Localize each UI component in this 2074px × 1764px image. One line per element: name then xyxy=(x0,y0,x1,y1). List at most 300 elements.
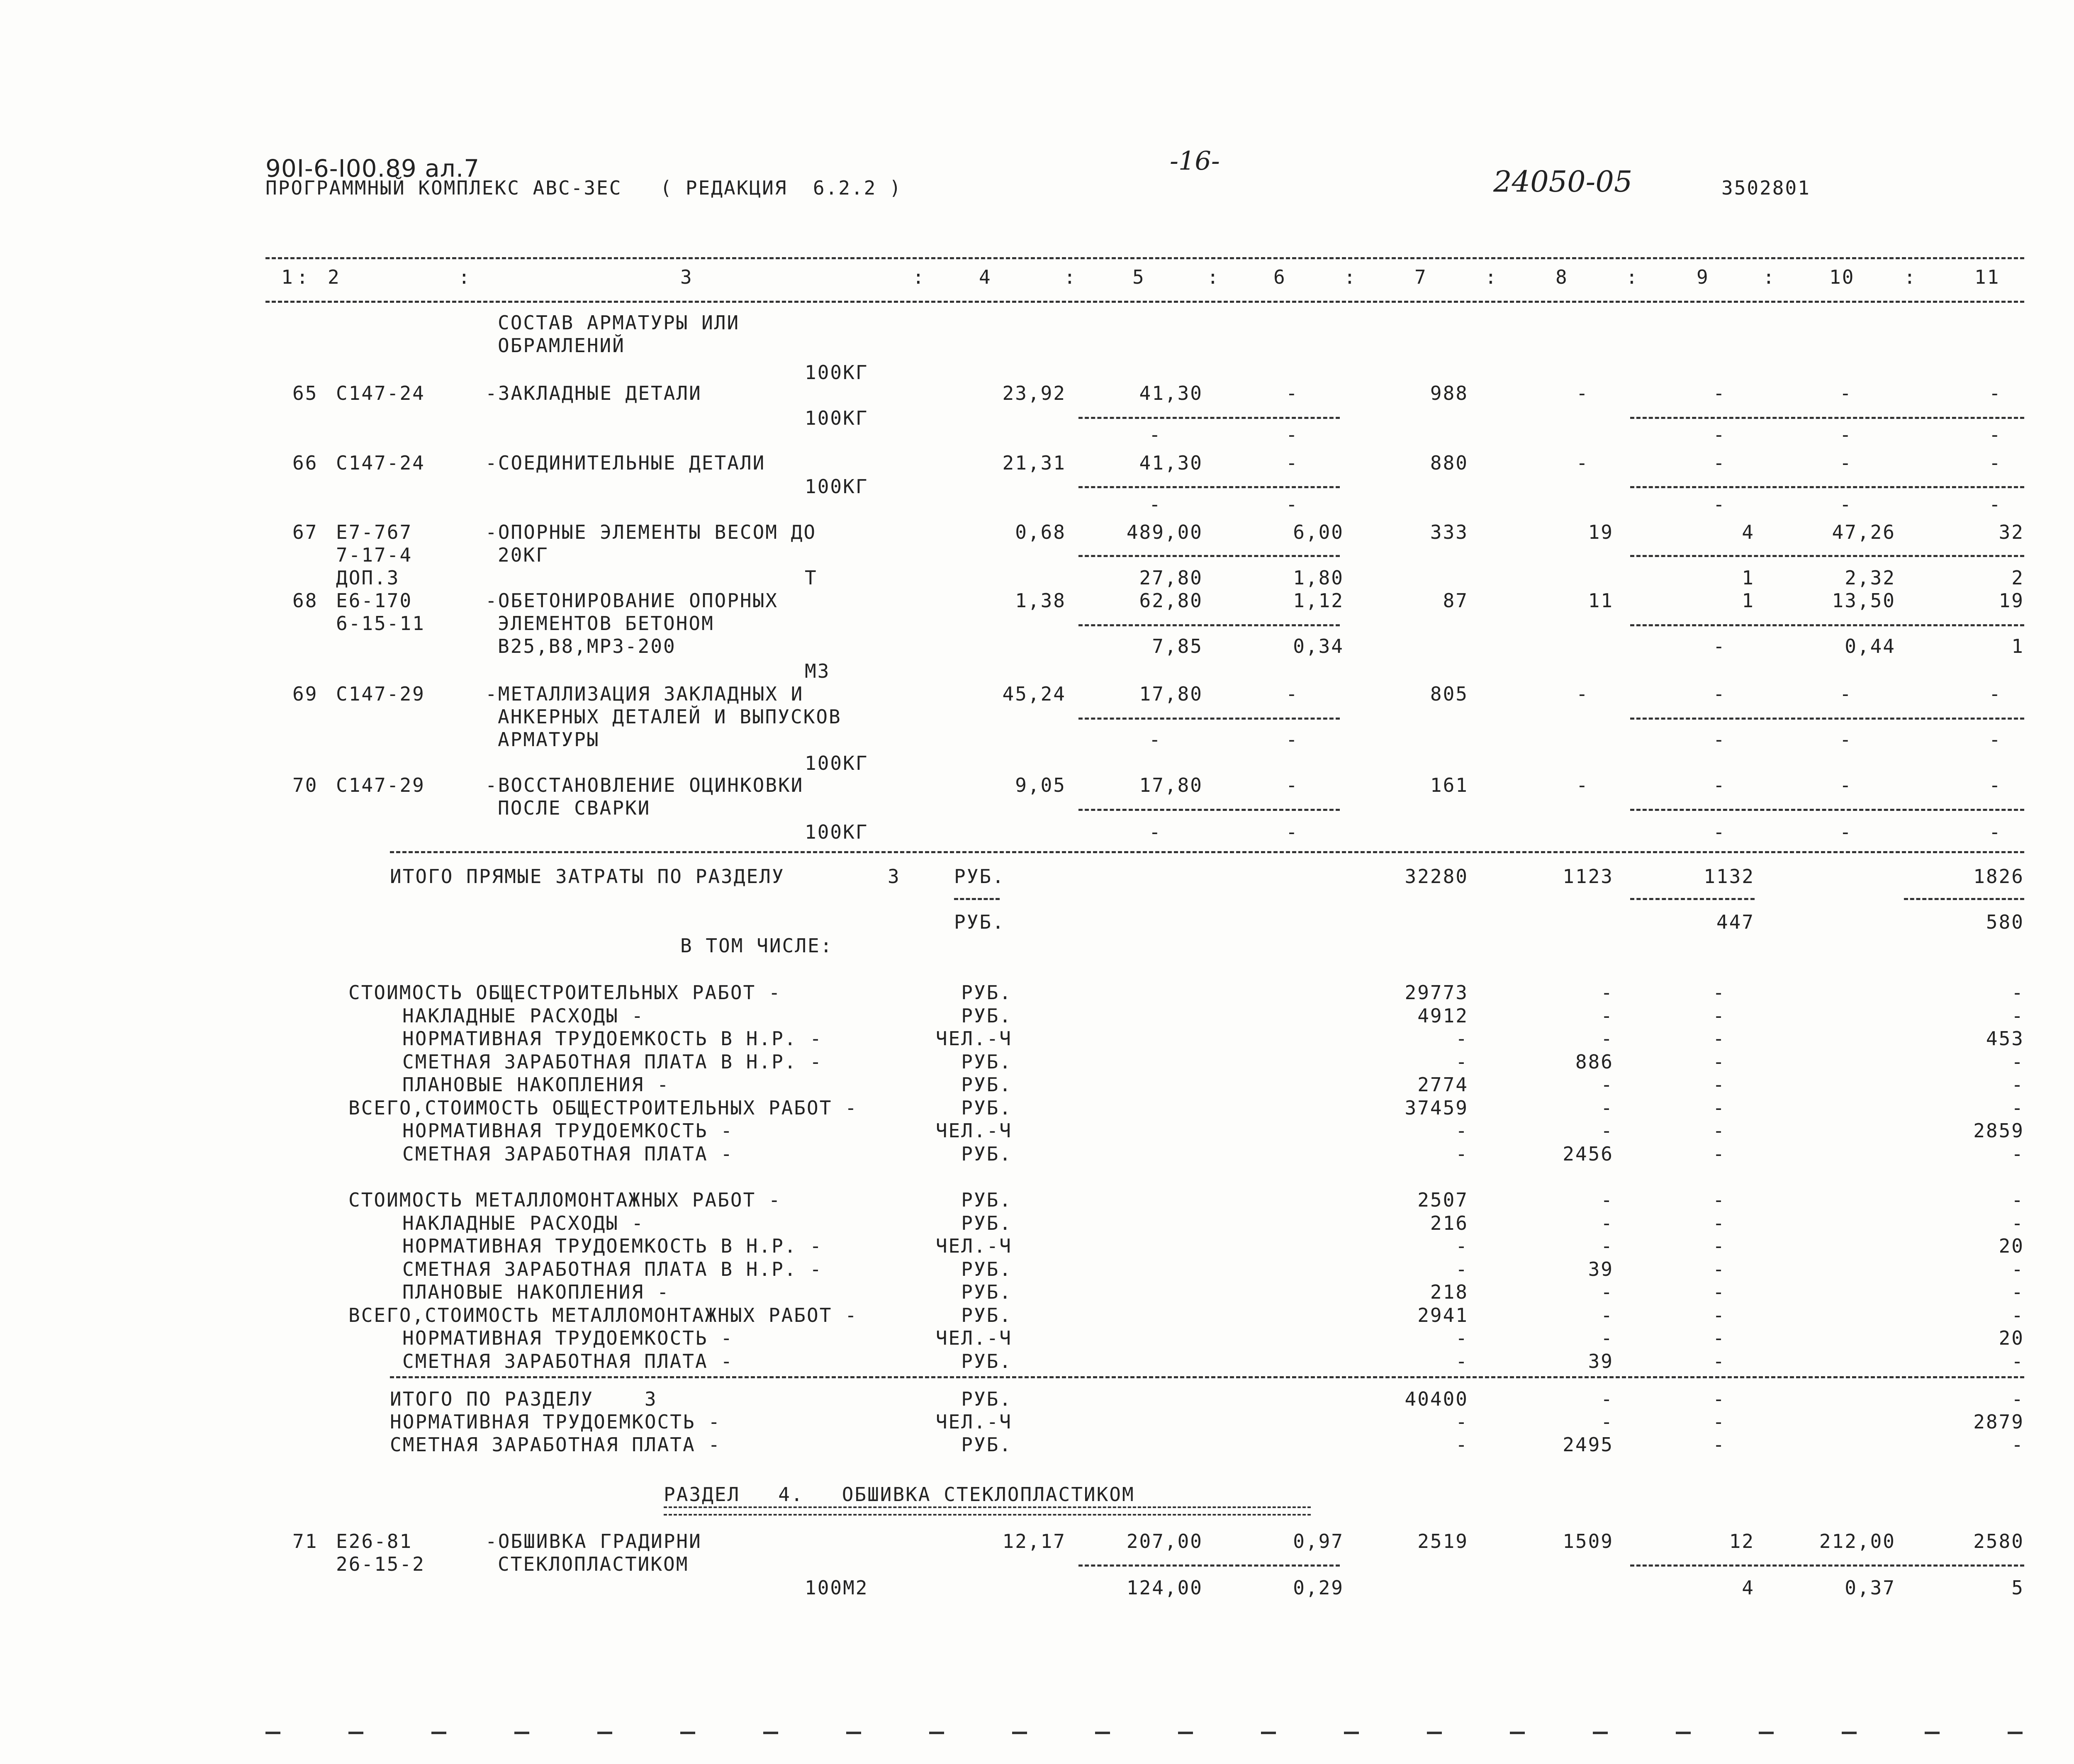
cell-b11: - xyxy=(1989,493,2002,516)
intro-line-2: ОБРАМЛЕНИЙ xyxy=(498,334,625,357)
row-code: С147-24 xyxy=(336,452,425,474)
cell-c8: - xyxy=(1576,774,1589,796)
section-total-c11: - xyxy=(2011,1433,2024,1456)
cell-c11: - xyxy=(1989,452,2002,474)
section-total-c7: - xyxy=(1456,1411,1468,1433)
section-total-c11: 2879 xyxy=(1973,1411,2024,1433)
summary-c11: - xyxy=(2011,1258,2024,1280)
summary-c8: - xyxy=(1601,1096,1614,1119)
cell-c8: 1509 xyxy=(1563,1530,1614,1552)
summary-unit: РУБ. xyxy=(961,1096,1012,1119)
col-3: 3 xyxy=(680,266,693,288)
intro-unit: 100КГ xyxy=(805,361,869,384)
section-total-c9: - xyxy=(1713,1388,1726,1410)
row-name: ПОСЛЕ СВАРКИ xyxy=(498,797,651,819)
cell-c10: 13,50 xyxy=(1832,589,1896,612)
cell-b6: - xyxy=(1286,423,1299,446)
summary-label: СМЕТНАЯ ЗАРАБОТНАЯ ПЛАТА - xyxy=(402,1142,734,1165)
totals-c11b: 580 xyxy=(1986,911,2024,933)
summary-c7: - xyxy=(1456,1327,1468,1349)
section-total-c8: - xyxy=(1601,1411,1614,1433)
row-unit: 100КГ xyxy=(805,475,869,498)
cell-c6: 6,00 xyxy=(1293,521,1344,543)
dash-mark xyxy=(763,1732,778,1734)
summary-c7: - xyxy=(1456,1258,1468,1280)
summary-label: ПЛАНОВЫЕ НАКОПЛЕНИЯ - xyxy=(402,1281,670,1303)
intro-line-1: СОСТАВ АРМАТУРЫ ИЛИ xyxy=(498,311,740,334)
cell-b6: 1,80 xyxy=(1293,567,1344,589)
doc-number: 3502801 xyxy=(1721,177,1811,199)
cell-b10: - xyxy=(1840,423,1852,446)
col-6: 6 xyxy=(1273,266,1286,288)
summary-c9: - xyxy=(1713,1350,1726,1372)
cell-b6: 0,34 xyxy=(1293,635,1344,657)
summary-label: СМЕТНАЯ ЗАРАБОТНАЯ ПЛАТА В Н.Р. - xyxy=(402,1258,823,1280)
cell-b9: - xyxy=(1713,423,1726,446)
section-total-label: ИТОГО ПО РАЗДЕЛУ 3 xyxy=(390,1388,657,1410)
row-code: 26-15-2 xyxy=(336,1553,425,1575)
cell-b10: - xyxy=(1840,728,1852,751)
section-total-c7: - xyxy=(1456,1433,1468,1456)
dash-mark xyxy=(1427,1732,1442,1734)
summary-label: НОРМАТИВНАЯ ТРУДОЕМКОСТЬ - xyxy=(402,1327,734,1349)
row-number: 68 xyxy=(292,589,318,612)
summary-c7: 2941 xyxy=(1417,1304,1468,1326)
summary-c8: - xyxy=(1601,1004,1614,1027)
cell-c11: - xyxy=(1989,382,2002,404)
cell-c4: 12,17 xyxy=(1002,1530,1066,1552)
summary-label: ВСЕГО,СТОИМОСТЬ МЕТАЛЛОМОНТАЖНЫХ РАБОТ - xyxy=(348,1304,858,1326)
row-name: СТЕКЛОПЛАСТИКОМ xyxy=(498,1553,689,1575)
summary-c8: - xyxy=(1601,1027,1614,1050)
summary-c9: - xyxy=(1713,1304,1726,1326)
row-name: АНКЕРНЫХ ДЕТАЛЕЙ И ВЫПУСКОВ xyxy=(498,706,842,728)
totals-c11: 1826 xyxy=(1973,865,2024,888)
summary-c7: - xyxy=(1456,1350,1468,1372)
totals-c9: 1132 xyxy=(1704,865,1755,888)
cell-c5: 62,80 xyxy=(1139,589,1203,612)
dash-mark xyxy=(1925,1732,1940,1734)
row-code: ДОП.3 xyxy=(336,567,400,589)
row-name: 20КГ xyxy=(498,544,549,566)
section-total-c9: - xyxy=(1713,1411,1726,1433)
doc-code: 90I-6-I00.89 ал.7 xyxy=(265,154,480,182)
cell-b5: - xyxy=(1149,821,1162,843)
summary-unit: РУБ. xyxy=(961,981,1012,1004)
row-unit: 100КГ xyxy=(805,752,869,774)
dash-mark xyxy=(1676,1732,1691,1734)
cell-c6: 1,12 xyxy=(1293,589,1344,612)
section-total-unit: ЧЕЛ.-Ч xyxy=(935,1411,1012,1433)
summary-unit: РУБ. xyxy=(961,1304,1012,1326)
summary-c11: - xyxy=(2011,1212,2024,1234)
rule-totals xyxy=(390,851,2024,853)
row-unit: Т xyxy=(805,567,818,589)
cell-c8: 19 xyxy=(1588,521,1614,543)
summary-c8: - xyxy=(1601,981,1614,1004)
summary-c8: - xyxy=(1601,1235,1614,1257)
totals-unit-2: РУБ. xyxy=(954,911,1005,933)
summary-unit: ЧЕЛ.-Ч xyxy=(935,1235,1012,1257)
summary-label: СМЕТНАЯ ЗАРАБОТНАЯ ПЛАТА - xyxy=(402,1350,734,1372)
summary-c11: - xyxy=(2011,1073,2024,1096)
cell-b11: - xyxy=(1989,821,2002,843)
page-number: -16- xyxy=(1170,146,1220,176)
summary-unit: РУБ. xyxy=(961,1350,1012,1372)
summary-c9: - xyxy=(1713,1050,1726,1073)
col-4: 4 xyxy=(979,266,992,288)
row-number: 67 xyxy=(292,521,318,543)
summary-c11: - xyxy=(2011,1350,2024,1372)
cell-c6: - xyxy=(1286,774,1299,796)
row-code: С147-24 xyxy=(336,382,425,404)
cell-b11: - xyxy=(1989,728,2002,751)
summary-c7: - xyxy=(1456,1119,1468,1142)
row-number: 69 xyxy=(292,683,318,705)
dash-mark xyxy=(265,1732,280,1734)
summary-label: ПЛАНОВЫЕ НАКОПЛЕНИЯ - xyxy=(402,1073,670,1096)
summary-unit: РУБ. xyxy=(961,1258,1012,1280)
summary-c8: - xyxy=(1601,1189,1614,1211)
cell-c8: - xyxy=(1576,683,1589,705)
summary-c8: - xyxy=(1601,1073,1614,1096)
cell-b10: 2,32 xyxy=(1845,567,1896,589)
summary-label: СТОИМОСТЬ МЕТАЛЛОМОНТАЖНЫХ РАБОТ - xyxy=(348,1189,781,1211)
dash-mark xyxy=(929,1732,944,1734)
summary-c7: 29773 xyxy=(1405,981,1468,1004)
cell-b10: - xyxy=(1840,493,1852,516)
summary-c9: - xyxy=(1713,1027,1726,1050)
cell-b5: - xyxy=(1149,493,1162,516)
summary-c8: - xyxy=(1601,1212,1614,1234)
col-8: 8 xyxy=(1556,266,1568,288)
summary-c7: - xyxy=(1456,1027,1468,1050)
cell-c9: - xyxy=(1713,382,1726,404)
summary-unit: РУБ. xyxy=(961,1281,1012,1303)
row-unit: 100М2 xyxy=(805,1577,869,1599)
cell-c5: 41,30 xyxy=(1139,382,1203,404)
row-unit: 100КГ xyxy=(805,407,869,429)
summary-c8: - xyxy=(1601,1327,1614,1349)
dash-mark xyxy=(514,1732,529,1734)
cell-c5: 207,00 xyxy=(1126,1530,1203,1552)
cell-b6: - xyxy=(1286,821,1299,843)
summary-c9: - xyxy=(1713,1142,1726,1165)
summary-label: НОРМАТИВНАЯ ТРУДОЕМКОСТЬ В Н.Р. - xyxy=(402,1235,823,1257)
summary-c7: 4912 xyxy=(1417,1004,1468,1027)
row-unit: М3 xyxy=(805,660,830,682)
summary-c11: 2859 xyxy=(1973,1119,2024,1142)
rule-section-total xyxy=(390,1376,2024,1378)
col-2: 2 xyxy=(328,266,341,288)
cell-c4: 1,38 xyxy=(1015,589,1066,612)
cell-c11: 32 xyxy=(1999,521,2024,543)
summary-c11: 453 xyxy=(1986,1027,2024,1050)
totals-c7: 32280 xyxy=(1405,865,1468,888)
col-7: 7 xyxy=(1414,266,1427,288)
dash-mark xyxy=(597,1732,612,1734)
cell-c4: 23,92 xyxy=(1002,382,1066,404)
cell-c8: - xyxy=(1576,452,1589,474)
row-number: 71 xyxy=(292,1530,318,1552)
cell-c10: - xyxy=(1840,683,1852,705)
cell-b11: - xyxy=(1989,423,2002,446)
cell-c10: - xyxy=(1840,382,1852,404)
col-9: 9 xyxy=(1697,266,1709,288)
cell-c5: 489,00 xyxy=(1126,521,1203,543)
col-10: 10 xyxy=(1829,266,1855,288)
cell-b9: - xyxy=(1713,821,1726,843)
rule-header-bottom xyxy=(265,301,2024,303)
summary-unit: РУБ. xyxy=(961,1073,1012,1096)
summary-c11: - xyxy=(2011,1304,2024,1326)
cell-b10: - xyxy=(1840,821,1852,843)
summary-c8: - xyxy=(1601,1304,1614,1326)
cell-b9: 4 xyxy=(1742,1577,1755,1599)
cell-b5: 124,00 xyxy=(1126,1577,1203,1599)
cell-c8: 11 xyxy=(1588,589,1614,612)
row-name: АРМАТУРЫ xyxy=(498,728,600,751)
summary-unit: РУБ. xyxy=(961,1142,1012,1165)
summary-c8: 886 xyxy=(1575,1050,1614,1073)
row-name: -ВОССТАНОВЛЕНИЕ ОЦИНКОВКИ xyxy=(485,774,804,796)
section-total-c7: 40400 xyxy=(1405,1388,1468,1410)
cell-c10: - xyxy=(1840,774,1852,796)
summary-c7: - xyxy=(1456,1235,1468,1257)
row-name: -ОБШИВКА ГРАДИРНИ xyxy=(485,1530,702,1552)
cell-b5: 27,80 xyxy=(1139,567,1203,589)
summary-c7: 216 xyxy=(1430,1212,1468,1234)
program-title: ПРОГРАММНЫЙ КОМПЛЕКС АВС-3ЕС ( РЕДАКЦИЯ 6.2.2 ) xyxy=(265,177,902,199)
cell-c7: 333 xyxy=(1430,521,1468,543)
summary-unit: РУБ. xyxy=(961,1050,1012,1073)
summary-c8: 39 xyxy=(1588,1350,1614,1372)
section-total-label: НОРМАТИВНАЯ ТРУДОЕМКОСТЬ - xyxy=(390,1411,721,1433)
row-unit: 100КГ xyxy=(805,821,869,843)
summary-c7: 218 xyxy=(1430,1281,1468,1303)
totals-label: ИТОГО ПРЯМЫЕ ЗАТРАТЫ ПО РАЗДЕЛУ xyxy=(390,865,785,888)
cell-c9: 4 xyxy=(1742,521,1755,543)
cell-c4: 9,05 xyxy=(1015,774,1066,796)
summary-c9: - xyxy=(1713,1235,1726,1257)
dash-mark xyxy=(1593,1732,1608,1734)
cell-c9: - xyxy=(1713,683,1726,705)
summary-unit: ЧЕЛ.-Ч xyxy=(935,1119,1012,1142)
row-code: С147-29 xyxy=(336,774,425,796)
section-total-c8: 2495 xyxy=(1563,1433,1614,1456)
summary-c9: - xyxy=(1713,1327,1726,1349)
cell-b6: - xyxy=(1286,493,1299,516)
cell-c7: 87 xyxy=(1443,589,1468,612)
col-11: 11 xyxy=(1974,266,2000,288)
cell-c8: - xyxy=(1576,382,1589,404)
cell-c9: - xyxy=(1713,452,1726,474)
cell-b5: - xyxy=(1149,728,1162,751)
summary-c9: - xyxy=(1713,1189,1726,1211)
summary-unit: РУБ. xyxy=(961,1189,1012,1211)
cell-b6: - xyxy=(1286,728,1299,751)
cell-b6: 0,29 xyxy=(1293,1577,1344,1599)
summary-c9: - xyxy=(1713,981,1726,1004)
cell-c9: 12 xyxy=(1729,1530,1755,1552)
including-label: В ТОМ ЧИСЛЕ: xyxy=(680,934,833,957)
cell-c5: 17,80 xyxy=(1139,683,1203,705)
dash-mark xyxy=(1261,1732,1276,1734)
dash-mark xyxy=(1759,1732,1774,1734)
cell-b5: 7,85 xyxy=(1152,635,1203,657)
summary-c11: 20 xyxy=(1999,1327,2024,1349)
summary-c11: - xyxy=(2011,1189,2024,1211)
summary-c8: - xyxy=(1601,1119,1614,1142)
summary-label: НАКЛАДНЫЕ РАСХОДЫ - xyxy=(402,1212,645,1234)
summary-unit: РУБ. xyxy=(961,1212,1012,1234)
section-4-underline xyxy=(664,1506,1311,1516)
cell-c10: 212,00 xyxy=(1819,1530,1896,1552)
row-name: -СОЕДИНИТЕЛЬНЫЕ ДЕТАЛИ xyxy=(485,452,766,474)
dash-mark xyxy=(1344,1732,1359,1734)
row-code: 7-17-4 xyxy=(336,544,413,566)
dash-mark xyxy=(1095,1732,1110,1734)
cell-b9: 1 xyxy=(1742,567,1755,589)
summary-c7: 2774 xyxy=(1417,1073,1468,1096)
summary-c7: 2507 xyxy=(1417,1189,1468,1211)
cell-c6: - xyxy=(1286,683,1299,705)
section-total-unit: РУБ. xyxy=(961,1433,1012,1456)
summary-c11: - xyxy=(2011,1050,2024,1073)
row-number: 65 xyxy=(292,382,318,404)
cell-b10: 0,44 xyxy=(1845,635,1896,657)
cell-c4: 0,68 xyxy=(1015,521,1066,543)
cell-c6: - xyxy=(1286,452,1299,474)
cell-b11: 2 xyxy=(2011,567,2024,589)
section-total-c11: - xyxy=(2011,1388,2024,1410)
summary-c8: - xyxy=(1601,1281,1614,1303)
dash-mark xyxy=(680,1732,695,1734)
cell-c5: 17,80 xyxy=(1139,774,1203,796)
totals-section: 3 xyxy=(888,865,901,888)
dash-mark xyxy=(1012,1732,1027,1734)
rule-top xyxy=(265,257,2024,259)
summary-label: НАКЛАДНЫЕ РАСХОДЫ - xyxy=(402,1004,645,1027)
summary-unit: РУБ. xyxy=(961,1004,1012,1027)
dash-mark xyxy=(431,1732,446,1734)
summary-c11: - xyxy=(2011,1142,2024,1165)
row-name: -ОБЕТОНИРОВАНИЕ ОПОРНЫХ xyxy=(485,589,778,612)
cell-b10: 0,37 xyxy=(1845,1577,1896,1599)
summary-c9: - xyxy=(1713,1073,1726,1096)
summary-c9: - xyxy=(1713,1212,1726,1234)
cell-c10: 47,26 xyxy=(1832,521,1896,543)
summary-label: НОРМАТИВНАЯ ТРУДОЕМКОСТЬ - xyxy=(402,1119,734,1142)
col-1: 1 xyxy=(281,266,294,288)
row-code: Е26-81 xyxy=(336,1530,413,1552)
cell-c10: - xyxy=(1840,452,1852,474)
cell-c11: 19 xyxy=(1999,589,2024,612)
cell-b9: - xyxy=(1713,635,1726,657)
dash-mark xyxy=(1842,1732,1857,1734)
summary-c11: 20 xyxy=(1999,1235,2024,1257)
row-code: Е6-170 xyxy=(336,589,413,612)
cell-c7: 880 xyxy=(1430,452,1468,474)
summary-label: СТОИМОСТЬ ОБЩЕСТРОИТЕЛЬНЫХ РАБОТ - xyxy=(348,981,781,1004)
summary-c7: - xyxy=(1456,1050,1468,1073)
totals-c9b: 447 xyxy=(1716,911,1755,933)
summary-c8: 39 xyxy=(1588,1258,1614,1280)
section-total-unit: РУБ. xyxy=(961,1388,1012,1410)
cell-b5: - xyxy=(1149,423,1162,446)
summary-c11: - xyxy=(2011,981,2024,1004)
cell-b9: - xyxy=(1713,493,1726,516)
summary-unit: ЧЕЛ.-Ч xyxy=(935,1027,1012,1050)
summary-c9: - xyxy=(1713,1004,1726,1027)
cell-c9: 1 xyxy=(1742,589,1755,612)
cell-b9: - xyxy=(1713,728,1726,751)
col-5: 5 xyxy=(1132,266,1145,288)
cell-c9: - xyxy=(1713,774,1726,796)
section-total-c9: - xyxy=(1713,1433,1726,1456)
summary-c7: 37459 xyxy=(1405,1096,1468,1119)
cell-c6: 0,97 xyxy=(1293,1530,1344,1552)
cell-c5: 41,30 xyxy=(1139,452,1203,474)
cell-c11: - xyxy=(1989,683,2002,705)
row-code: Е7-767 xyxy=(336,521,413,543)
cell-c7: 2519 xyxy=(1417,1530,1468,1552)
row-name: -МЕТАЛЛИЗАЦИЯ ЗАКЛАДНЫХ И xyxy=(485,683,804,705)
row-name: -ОПОРНЫЕ ЭЛЕМЕНТЫ ВЕСОМ ДО xyxy=(485,521,817,543)
summary-c9: - xyxy=(1713,1281,1726,1303)
cell-c4: 21,31 xyxy=(1002,452,1066,474)
row-name: ЭЛЕМЕНТОВ БЕТОНОМ xyxy=(498,612,714,635)
summary-c11: - xyxy=(2011,1096,2024,1119)
summary-label: ВСЕГО,СТОИМОСТЬ ОБЩЕСТРОИТЕЛЬНЫХ РАБОТ - xyxy=(348,1096,858,1119)
section-4-title: РАЗДЕЛ 4. ОБШИВКА СТЕКЛОПЛАСТИКОМ xyxy=(664,1483,1135,1506)
summary-c8: 2456 xyxy=(1563,1142,1614,1165)
cell-c11: - xyxy=(1989,774,2002,796)
summary-c9: - xyxy=(1713,1119,1726,1142)
row-code: С147-29 xyxy=(336,683,425,705)
cell-c4: 45,24 xyxy=(1002,683,1066,705)
summary-c9: - xyxy=(1713,1258,1726,1280)
row-name: -ЗАКЛАДНЫЕ ДЕТАЛИ xyxy=(485,382,702,404)
totals-unit: РУБ. xyxy=(954,865,1005,888)
row-number: 66 xyxy=(292,452,318,474)
totals-c8: 1123 xyxy=(1563,865,1614,888)
summary-unit: ЧЕЛ.-Ч xyxy=(935,1327,1012,1349)
cell-c6: - xyxy=(1286,382,1299,404)
summary-c11: - xyxy=(2011,1281,2024,1303)
section-total-c8: - xyxy=(1601,1388,1614,1410)
cell-c7: 161 xyxy=(1430,774,1468,796)
summary-c9: - xyxy=(1713,1096,1726,1119)
dash-mark xyxy=(348,1732,363,1734)
row-code: 6-15-11 xyxy=(336,612,425,635)
dash-mark xyxy=(1510,1732,1525,1734)
cell-c11: 2580 xyxy=(1973,1530,2024,1552)
row-name: В25,В8,МРЗ-200 xyxy=(498,635,676,657)
summary-label: НОРМАТИВНАЯ ТРУДОЕМКОСТЬ В Н.Р. - xyxy=(402,1027,823,1050)
cell-b11: 1 xyxy=(2011,635,2024,657)
cell-c7: 805 xyxy=(1430,683,1468,705)
cell-c7: 988 xyxy=(1430,382,1468,404)
summary-label: СМЕТНАЯ ЗАРАБОТНАЯ ПЛАТА В Н.Р. - xyxy=(402,1050,823,1073)
cell-b11: 5 xyxy=(2011,1577,2024,1599)
row-number: 70 xyxy=(292,774,318,796)
summary-c7: - xyxy=(1456,1142,1468,1165)
dash-mark xyxy=(2008,1732,2023,1734)
dash-mark xyxy=(1178,1732,1193,1734)
section-total-label: СМЕТНАЯ ЗАРАБОТНАЯ ПЛАТА - xyxy=(390,1433,721,1456)
handwritten-code: 24050-05 xyxy=(1493,165,1633,199)
